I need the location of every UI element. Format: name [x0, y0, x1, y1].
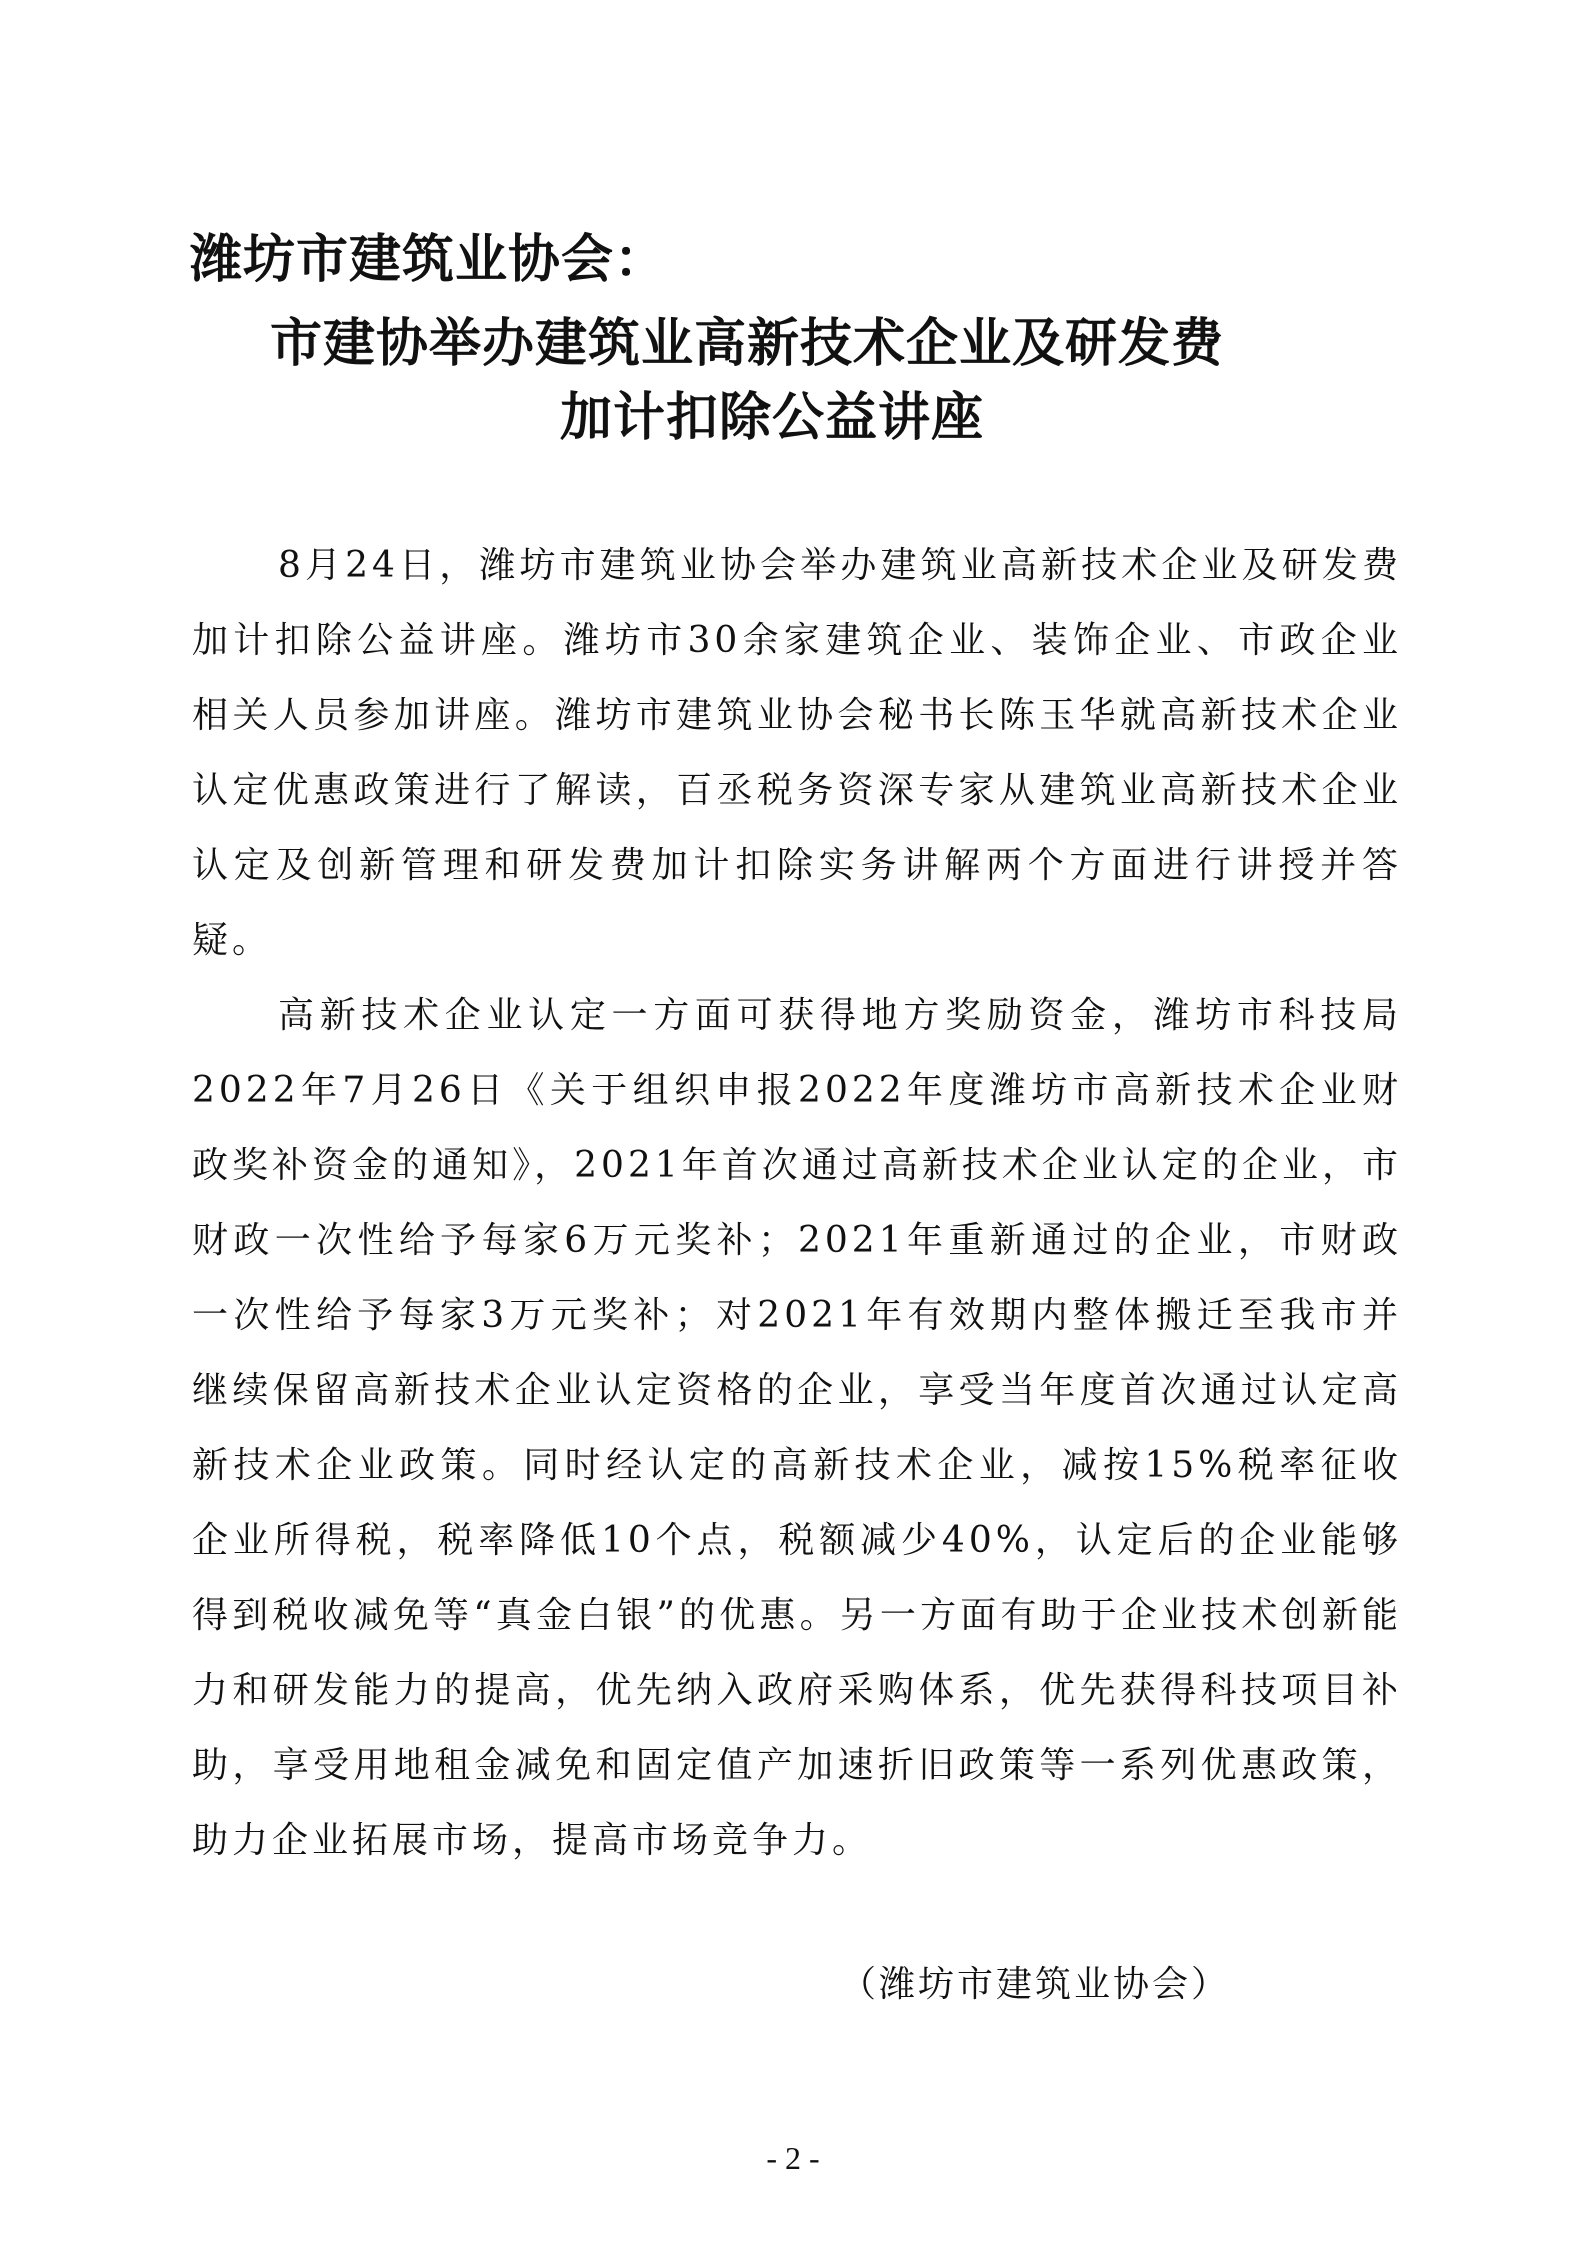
title-line-2: 市建协举办建筑业高新技术企业及研发费: [270, 314, 1225, 374]
body-paragraph-1: 8月24日，潍坊市建筑业协会举办建筑业高新技术企业及研发费加计扣除公益讲座。潍坊市30余家建筑企业、装饰企业、市政企业相关人员参加讲座。潍坊市建筑业协会秘书长陈玉华就高新技术企业认定优惠政策进行了解读，百丞税务资深专家从建筑业高新技术企业认定及创新管理和研发费加计扣除实务讲解两个方面进行讲授并答疑。: [192, 545, 1402, 961]
source-attribution: （潍坊市建筑业协会）: [840, 1964, 1231, 2005]
title-line-3: 加计扣除公益讲座: [560, 388, 985, 448]
title-line-1: 潍坊市建筑业协会：: [190, 230, 668, 290]
page-number: - 2 -: [766, 2140, 820, 2176]
body-paragraph-2: 高新技术企业认定一方面可获得地方奖励资金，潍坊市科技局2022年7月26日《关于组织申报2022年度潍坊市高新技术企业财政奖补资金的通知》，2021年首次通过高新技术企业认定的企业，市财政一次性给予每家6万元奖补；2021年重新通过的企业，市财政一次性给予每家3万元奖补；对2021年有效期内整体搬迁至我市并继续保留高新技术企业认定资格的企业，享受当年度首次通过认定高新技术企业政策。同时经认定的高新技术企业，减按15%税率征收企业所得税，税率降低10个点，税额减少40%，认定后的企业能够得到税收减免等“真金白银”的优惠。另一方面有助于企业技术创新能力和研发能力的提高，优先纳入政府采购体系，优先获得科技项目补助，享受用地租金减免和固定值产加速折旧政策等一系列优惠政策，助力企业拓展市场，提高市场竞争力。: [192, 995, 1402, 1861]
